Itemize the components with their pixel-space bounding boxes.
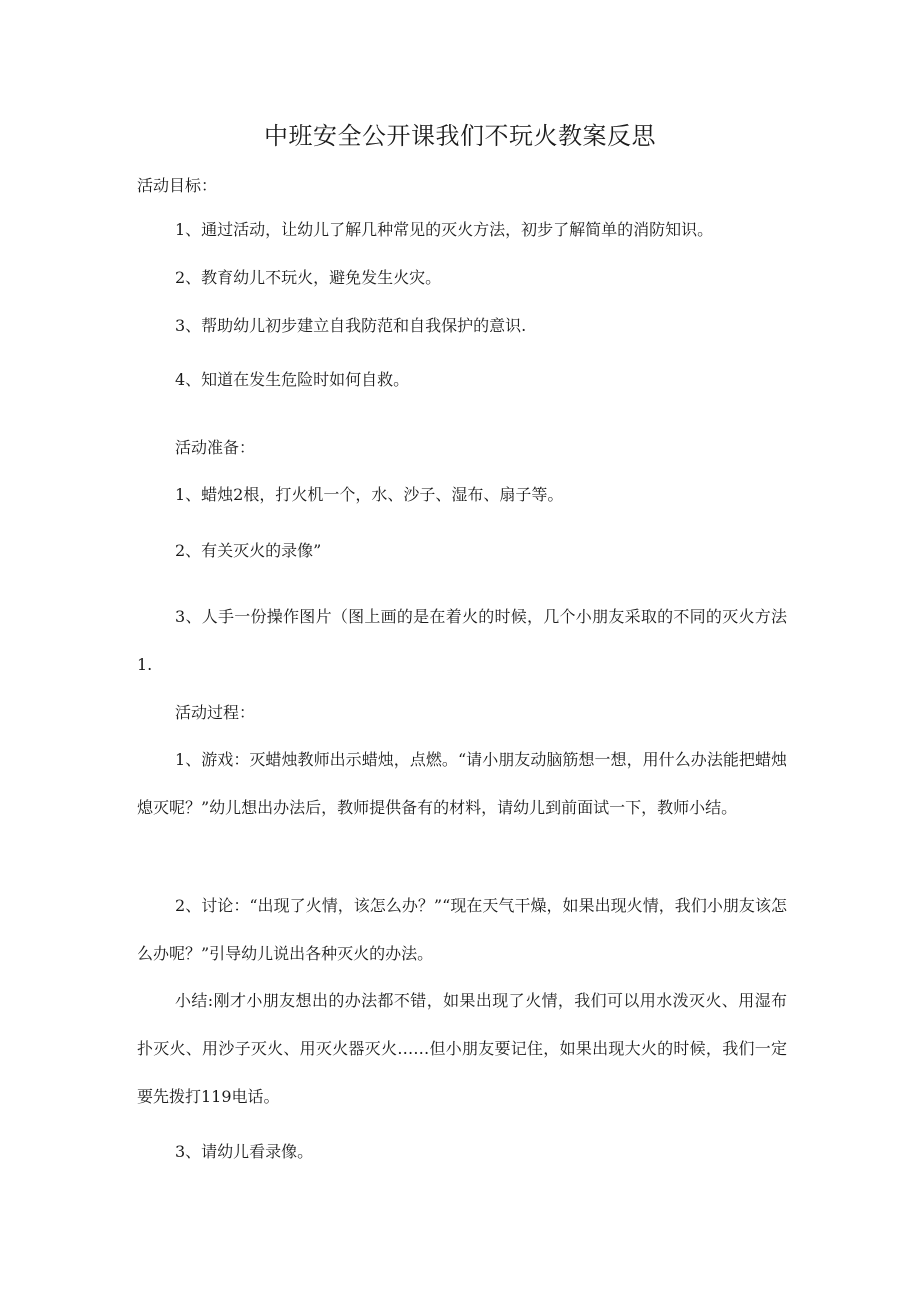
process-heading: 活动过程： [175, 703, 256, 722]
prep-item: 3、人手一份操作图片（图上画的是在着火的时候，几个小朋友采取的不同的灭火方法1. [137, 607, 787, 674]
prep-heading: 活动准备： [175, 438, 256, 457]
process-item: 2、讨论：“出现了火情，该怎么办？”“现在天气干燥，如果出现火情，我们小朋友该怎么办呢？”引导幼儿说出各种灭火的办法。 [137, 896, 787, 963]
process-summary: 小结:刚才小朋友想出的办法都不错，如果出现了火情，我们可以用水泼灭火、用湿布扑灭火、用沙子灭火、用灭火器灭火……但小朋友要记住，如果出现大火的时候，我们一定要先拨打119电话。 [137, 991, 787, 1106]
document-title: 中班安全公开课我们不玩火教案反思 [264, 122, 656, 150]
goal-item: 2、教育幼儿不玩火，避免发生火灾。 [175, 268, 442, 287]
goals-heading: 活动目标： [137, 176, 218, 195]
goal-item: 4、知道在发生危险时如何自救。 [175, 370, 410, 389]
process-item: 1、游戏：灭蜡烛教师出示蜡烛，点燃。“请小朋友动脑筋想一想，用什么办法能把蜡烛熄灭呢？”幼儿想出办法后，教师提供备有的材料，请幼儿到前面试一下，教师小结。 [137, 750, 787, 817]
prep-item: 2、有关灭火的录像” [175, 541, 322, 560]
goal-item: 3、帮助幼儿初步建立自我防范和自我保护的意识. [175, 316, 527, 335]
process-item: 3、请幼儿看录像。 [175, 1142, 314, 1161]
goal-item: 1、通过活动，让幼儿了解几种常见的灭火方法，初步了解简单的消防知识。 [175, 220, 714, 239]
prep-item: 1、蜡烛2根，打火机一个，水、沙子、湿布、扇子等。 [175, 485, 564, 504]
